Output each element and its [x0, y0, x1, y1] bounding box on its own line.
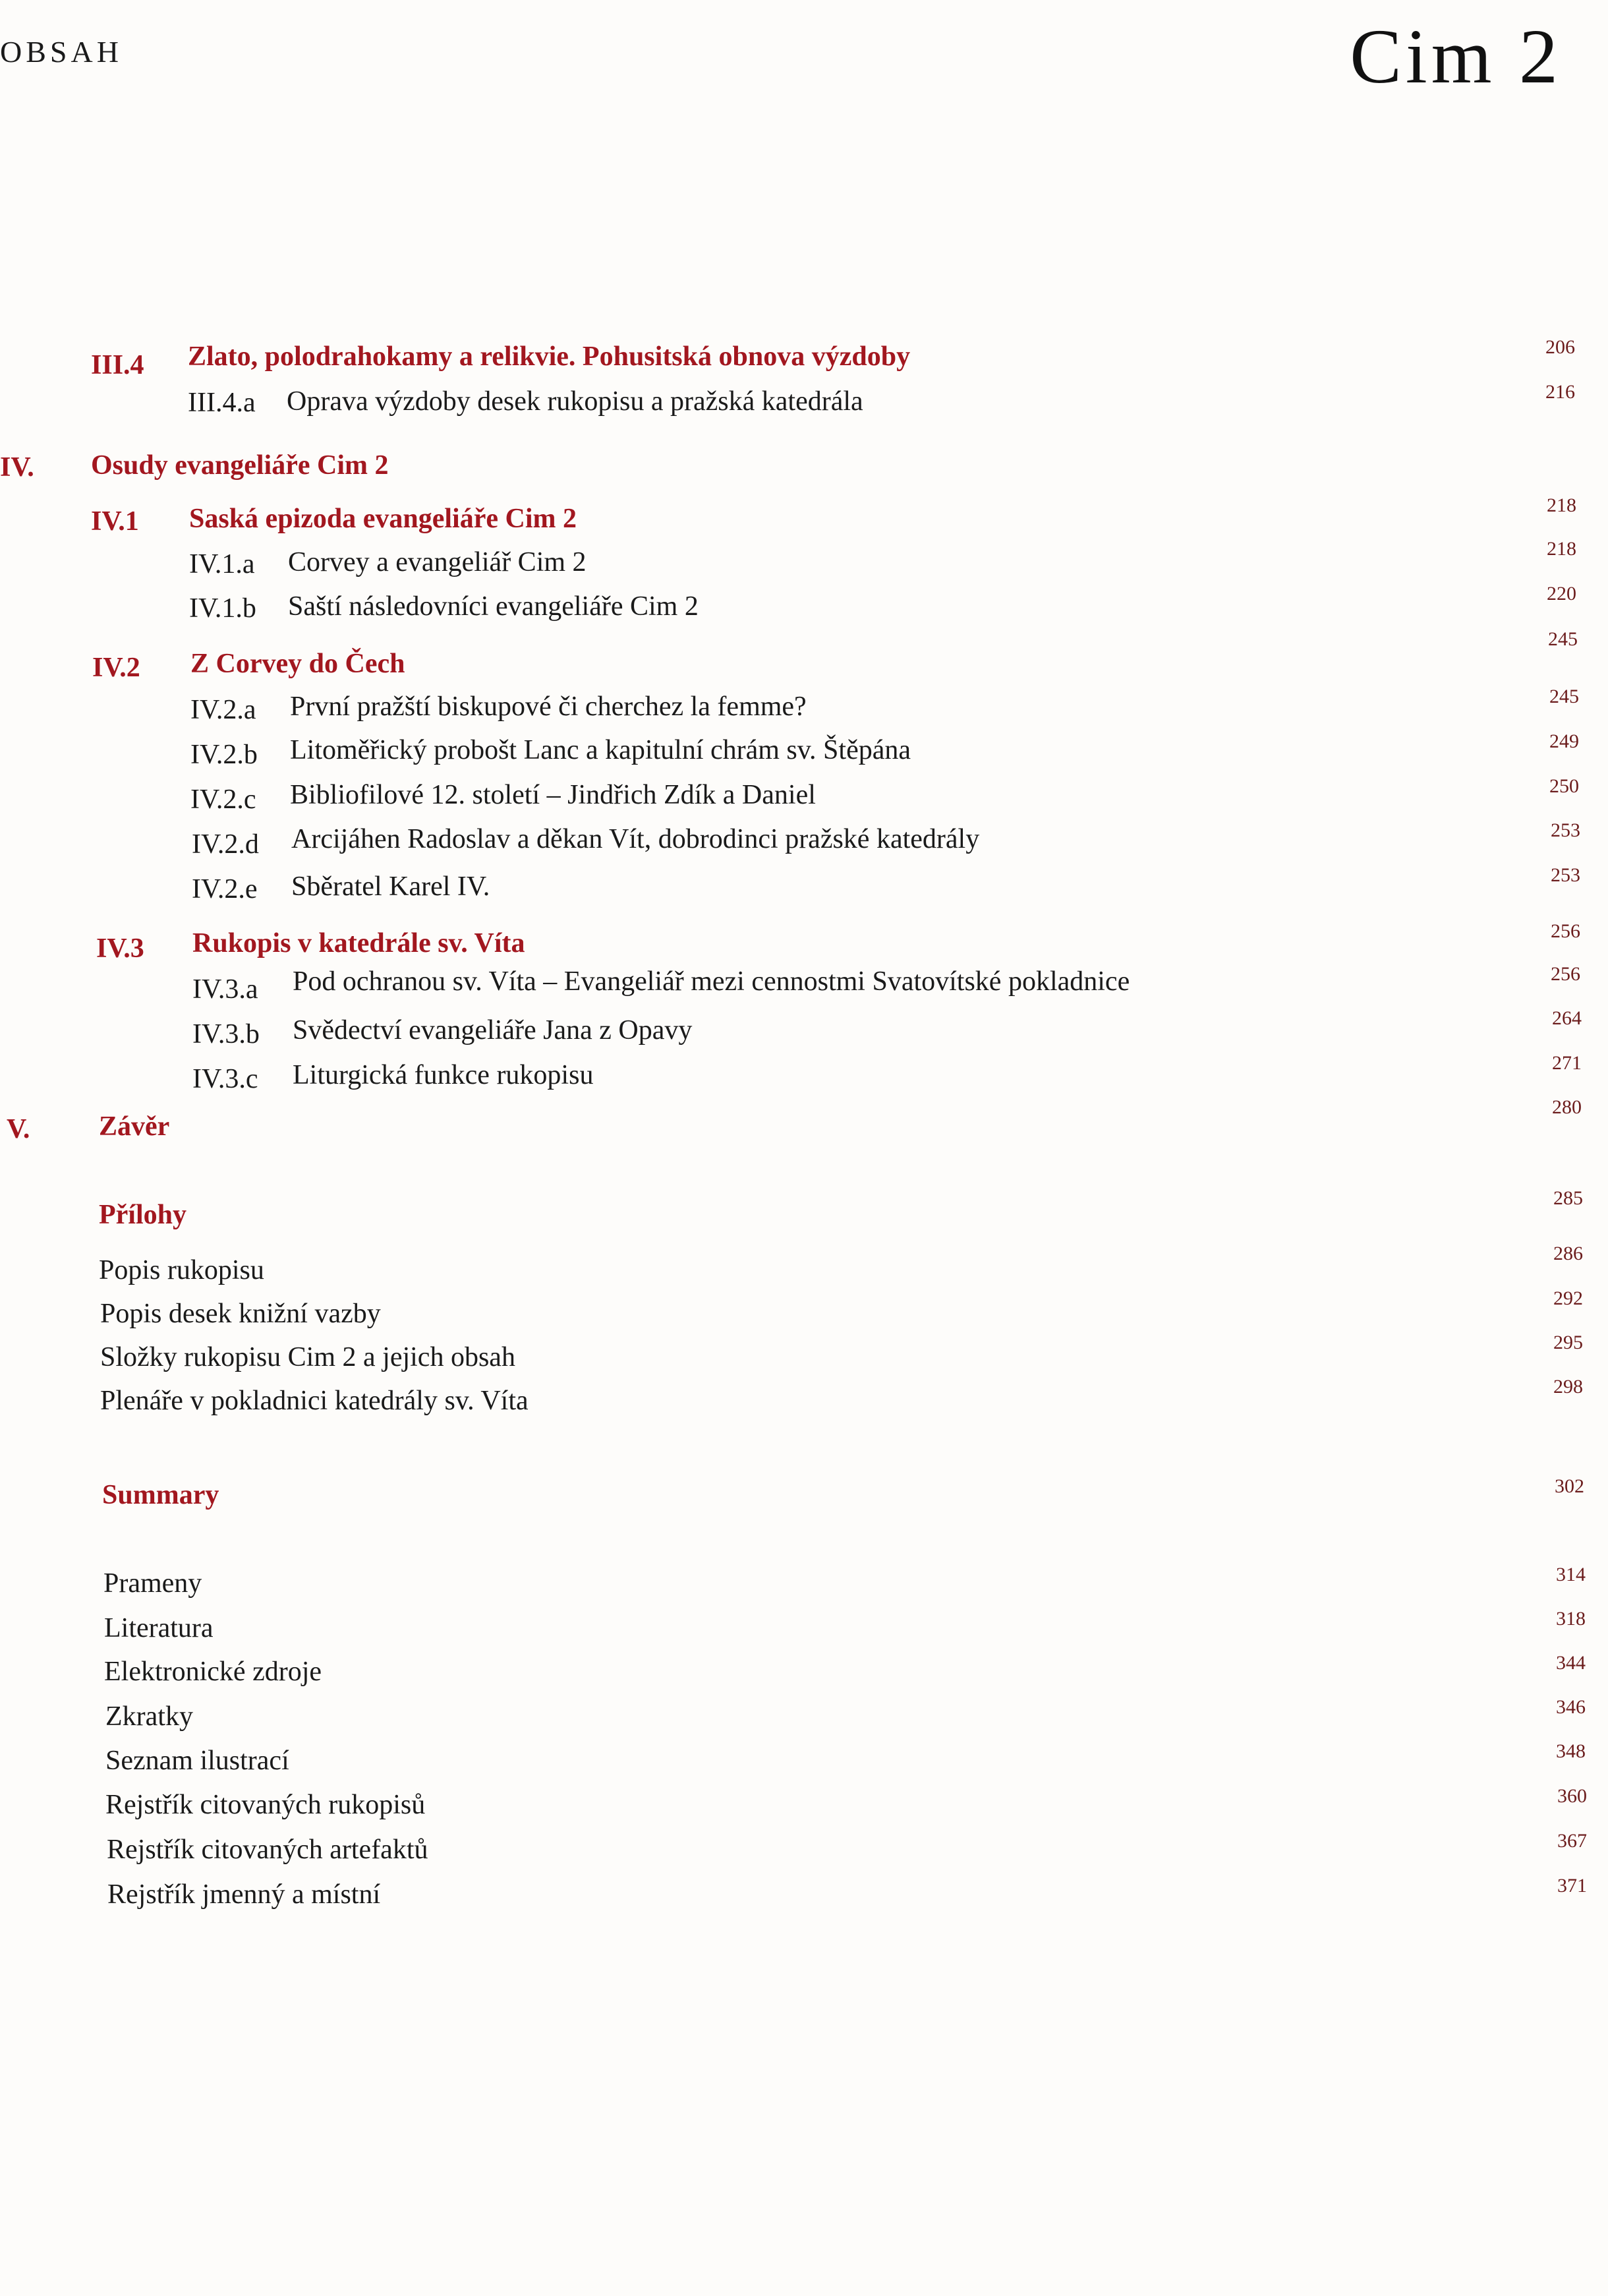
page-number: 286	[1553, 1243, 1583, 1264]
toc-code: IV.2.d	[192, 829, 259, 860]
toc-entry: Seznam ilustrací	[105, 1746, 289, 1776]
toc-entry: Pod ochranou sv. Víta – Evangeliář mezi cennostmi Svatovítské pokladnice	[293, 966, 1130, 997]
toc-code: IV.2.b	[190, 740, 258, 770]
page-number: 253	[1551, 864, 1580, 886]
toc-heading: Summary	[102, 1480, 219, 1510]
toc-code: IV.3.b	[192, 1019, 260, 1049]
toc-entry: První pražští biskupové či cherchez la femme?	[290, 692, 807, 722]
toc-code: III.4	[91, 350, 144, 380]
toc-code: IV.2.c	[190, 784, 256, 815]
toc-entry: Corvey a evangeliář Cim 2	[288, 547, 587, 577]
page-number: 318	[1556, 1608, 1586, 1630]
page-number: 371	[1557, 1875, 1587, 1897]
page-number: 360	[1557, 1785, 1587, 1807]
toc-code: IV.2.a	[190, 695, 256, 725]
page-number: 256	[1551, 963, 1580, 985]
toc-heading: Přílohy	[99, 1200, 187, 1230]
toc-entry: Složky rukopisu Cim 2 a jejich obsah	[100, 1342, 515, 1372]
page-number: 256	[1551, 920, 1580, 942]
toc-entry: Popis rukopisu	[99, 1255, 264, 1285]
toc-heading: Z Corvey do Čech	[190, 649, 405, 679]
toc-heading: Saská epizoda evangeliáře Cim 2	[189, 504, 577, 534]
page-number: 280	[1552, 1096, 1582, 1118]
toc-code: IV.2.e	[192, 874, 258, 904]
toc-entry: Zkratky	[105, 1701, 193, 1732]
toc-code: IV.3.a	[192, 974, 258, 1005]
page-number: 253	[1551, 819, 1580, 841]
toc-code: IV.	[0, 452, 34, 483]
toc-entry: Elektronické zdroje	[104, 1657, 322, 1687]
toc-entry: Litoměřický probošt Lanc a kapitulní chrám sv. Štěpána	[290, 735, 911, 765]
toc-heading: Osudy evangeliáře Cim 2	[91, 450, 389, 481]
toc-entry: Literatura	[104, 1613, 214, 1643]
page-number: 218	[1547, 494, 1576, 516]
page-number: 216	[1545, 381, 1575, 403]
toc-entry: Rejstřík citovaných artefaktů	[107, 1835, 428, 1865]
running-header-section: OBSAH	[0, 35, 123, 69]
toc-code: IV.1.b	[189, 593, 256, 624]
toc-code: V.	[7, 1114, 30, 1144]
page-number: 292	[1553, 1287, 1583, 1309]
toc-entry: Liturgická funkce rukopisu	[293, 1060, 594, 1090]
page-number: 206	[1545, 336, 1575, 358]
toc-entry: Saští následovníci evangeliáře Cim 2	[288, 591, 699, 622]
toc-entry: Bibliofilové 12. století – Jindřich Zdík a Daniel	[290, 780, 816, 810]
page-number: 302	[1555, 1475, 1584, 1497]
page-number: 245	[1548, 628, 1578, 650]
toc-entry: Rejstřík jmenný a místní	[107, 1879, 381, 1910]
toc-entry: Svědectví evangeliáře Jana z Opavy	[293, 1015, 693, 1045]
page-number: 249	[1549, 730, 1579, 752]
page-number: 298	[1553, 1376, 1583, 1398]
page-number: 250	[1549, 775, 1579, 797]
page-number: 271	[1552, 1052, 1582, 1074]
page-number: 218	[1547, 538, 1576, 560]
page-number: 314	[1556, 1564, 1586, 1585]
toc-entry: Arcijáhen Radoslav a děkan Vít, dobrodinci pražské katedrály	[291, 824, 980, 854]
page-number: 344	[1556, 1652, 1586, 1674]
toc-code: IV.2	[92, 653, 140, 683]
page-number: 346	[1556, 1696, 1586, 1718]
toc-entry: Sběratel Karel IV.	[291, 871, 490, 902]
toc-code: III.4.a	[188, 388, 256, 418]
page-number: 245	[1549, 686, 1579, 707]
toc-heading: Závěr	[99, 1111, 170, 1142]
toc-code: IV.1.a	[189, 549, 255, 579]
running-header-title: Cim 2	[1350, 13, 1562, 100]
toc-entry: Popis desek knižní vazby	[100, 1299, 381, 1329]
toc-entry: Prameny	[103, 1568, 202, 1599]
toc-heading: Zlato, polodrahokamy a relikvie. Pohusitská obnova výzdoby	[188, 341, 911, 372]
toc-entry: Oprava výzdoby desek rukopisu a pražská katedrála	[287, 386, 863, 417]
page-number: 285	[1553, 1187, 1583, 1209]
toc-heading: Rukopis v katedrále sv. Víta	[192, 928, 525, 958]
toc-code: IV.1	[91, 506, 139, 537]
toc-code: IV.3.c	[192, 1064, 258, 1094]
page-number: 264	[1552, 1007, 1582, 1029]
page-number: 295	[1553, 1332, 1583, 1353]
page-number: 220	[1547, 583, 1576, 604]
page-number: 348	[1556, 1740, 1586, 1762]
toc-entry: Plenáře v pokladnici katedrály sv. Víta	[100, 1386, 529, 1416]
toc-entry: Rejstřík citovaných rukopisů	[105, 1790, 426, 1820]
page-number: 367	[1557, 1830, 1587, 1852]
toc-code: IV.3	[96, 933, 144, 964]
